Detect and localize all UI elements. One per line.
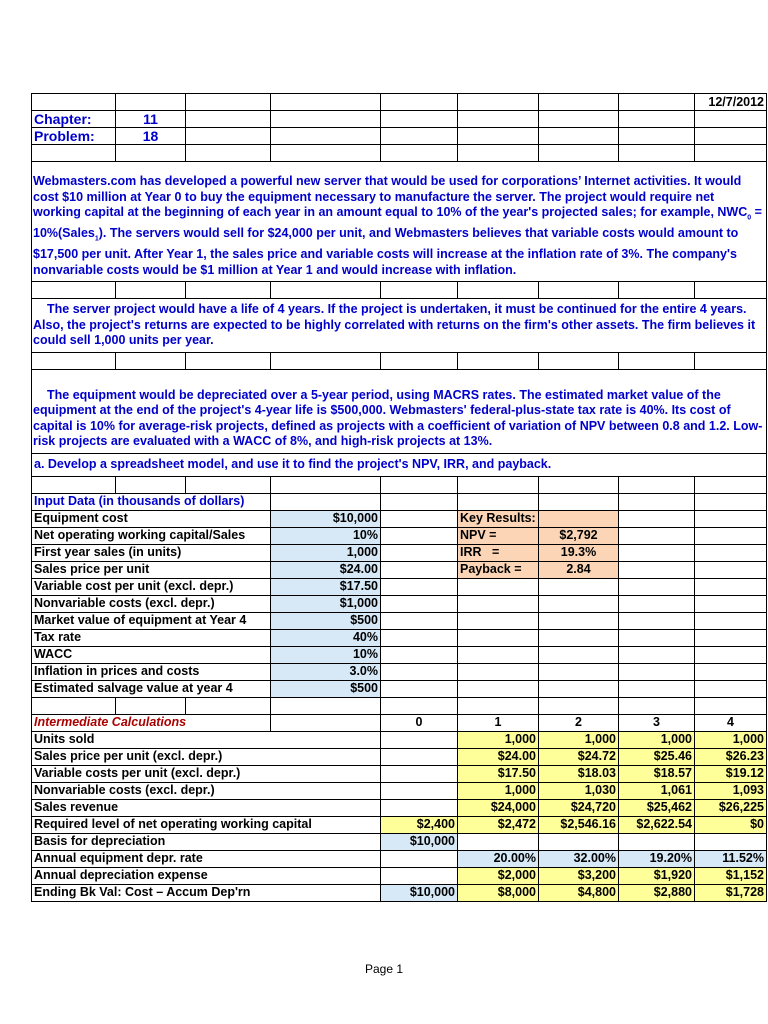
calc-cell[interactable]: 1,030	[539, 782, 619, 799]
calc-cell[interactable]: $2,622.54	[619, 816, 695, 833]
calc-cell[interactable]	[619, 833, 695, 850]
task-a-row	[32, 453, 767, 476]
calc-cell[interactable]	[381, 765, 458, 782]
input-row	[32, 510, 767, 527]
calc-row	[32, 731, 767, 748]
calc-cell[interactable]: $24.00	[458, 748, 539, 765]
calc-label: Units sold	[32, 731, 381, 748]
input-label: Variable cost per unit (excl. depr.)	[32, 578, 271, 595]
problem-label: Problem:	[32, 128, 116, 145]
npv-value[interactable]: $2,792	[539, 527, 619, 544]
calc-cell[interactable]: $1,152	[695, 867, 767, 884]
calc-cell[interactable]: $1,728	[695, 884, 767, 901]
chapter-row	[32, 111, 767, 128]
input-row	[32, 629, 767, 646]
calc-cell[interactable]: 32.00%	[539, 850, 619, 867]
calc-cell[interactable]	[381, 799, 458, 816]
calc-cell[interactable]: $25,462	[619, 799, 695, 816]
calc-cell[interactable]: $1,920	[619, 867, 695, 884]
calc-cell[interactable]: $25.46	[619, 748, 695, 765]
year-header: 4	[695, 714, 767, 731]
input-value[interactable]: 10%	[271, 646, 381, 663]
calc-cell[interactable]: $24,720	[539, 799, 619, 816]
calc-cell[interactable]: $17.50	[458, 765, 539, 782]
input-title-row	[32, 493, 767, 510]
calc-cell[interactable]: $24,000	[458, 799, 539, 816]
calc-cell[interactable]: 11.52%	[695, 850, 767, 867]
calc-cell[interactable]: $4,800	[539, 884, 619, 901]
blank-row	[32, 352, 767, 369]
calc-cell[interactable]: $18.03	[539, 765, 619, 782]
calc-cell[interactable]	[539, 833, 619, 850]
problem-text-3: The equipment would be depreciated over a 5-year period, using MACRS rates. The estimated market value of the equipment at the end of the project's 4-year life is $500,000. Webmasters' federal-plus-state tax rate is 40%. Its cost of capital is 10% for average-risk projects, defined as projects with a coefficient of variation of NPV between 0.8 and 1.2. Low-risk projects are evaluated with a WACC of 8%, and high-risk projects at 13%.	[32, 369, 767, 453]
problem-text-2-row	[32, 299, 767, 353]
year-header: 0	[381, 714, 458, 731]
date-cell[interactable]: 12/7/2012	[695, 94, 767, 111]
problem-row	[32, 128, 767, 145]
calc-cell[interactable]: $2,472	[458, 816, 539, 833]
calc-cell[interactable]: $10,000	[381, 833, 458, 850]
calc-row	[32, 884, 767, 901]
calc-row	[32, 748, 767, 765]
input-row	[32, 680, 767, 697]
input-row	[32, 646, 767, 663]
payback-value[interactable]: 2.84	[539, 561, 619, 578]
page-number: Page 1	[364, 962, 404, 976]
blank-row	[32, 697, 767, 714]
input-label: Estimated salvage value at year 4	[32, 680, 271, 697]
input-label: Tax rate	[32, 629, 271, 646]
calc-label: Variable costs per unit (excl. depr.)	[32, 765, 381, 782]
blank-row	[32, 145, 767, 162]
payback-label: Payback =	[458, 561, 539, 578]
calc-cell[interactable]: $19.12	[695, 765, 767, 782]
calc-row	[32, 816, 767, 833]
input-value[interactable]: 40%	[271, 629, 381, 646]
npv-label: NPV =	[458, 527, 539, 544]
calc-cell[interactable]: $26,225	[695, 799, 767, 816]
calc-cell[interactable]	[381, 782, 458, 799]
input-row	[32, 578, 767, 595]
input-row	[32, 663, 767, 680]
problem-value[interactable]: 18	[116, 128, 186, 145]
input-label: First year sales (in units)	[32, 544, 271, 561]
header-row	[32, 94, 767, 111]
calc-label: Basis for depreciation	[32, 833, 381, 850]
input-row	[32, 561, 767, 578]
input-value[interactable]: $17.50	[271, 578, 381, 595]
year-header: 2	[539, 714, 619, 731]
irr-label: IRR =	[458, 544, 539, 561]
problem-text-1: Webmasters.com has developed a powerful new server that would be used for corporations’ Internet activities. It would cost $10 million at Year 0 to buy the equipment necessary to manufacture the server. The project would require net working capital at the beginning of each year in an amount equal to 10% of the year's projected sales; for example, $NWC_0$ = 10%(Sales$_1$). The servers would sell for $24,000 per unit, and Webmasters believes that variable costs would amount to $17,500 per unit. After Year 1, the sales price and variable costs will increase at the inflation rate of 3%. The company's nonvariable costs would be $1 million at Year 1 and would increase with inflation.	[32, 162, 767, 282]
calc-cell[interactable]: $2,546.16	[539, 816, 619, 833]
calc-cell[interactable]: 1,000	[458, 782, 539, 799]
problem-text-2: The server project would have a life of 4 years. If the project is undertaken, it must be continued for the entire 4 years. Also, the project's returns are expected to be highly correlated with returns on the firm's other assets. The firm believes it could sell 1,000 units per year.	[32, 299, 767, 353]
input-label: Inflation in prices and costs	[32, 663, 271, 680]
calc-cell[interactable]: 1,093	[695, 782, 767, 799]
key-results-title: Key Results:	[458, 510, 539, 527]
calc-cell[interactable]	[381, 748, 458, 765]
calc-row	[32, 850, 767, 867]
calc-cell[interactable]	[695, 833, 767, 850]
calc-cell[interactable]: 19.20%	[619, 850, 695, 867]
calc-cell[interactable]	[381, 850, 458, 867]
input-row	[32, 544, 767, 561]
year-header: 1	[458, 714, 539, 731]
calc-label: Nonvariable costs (excl. depr.)	[32, 782, 381, 799]
calc-label: Ending Bk Val: Cost – Accum Dep'rn	[32, 884, 381, 901]
blank-row	[32, 282, 767, 299]
input-value[interactable]: $1,000	[271, 595, 381, 612]
input-row	[32, 527, 767, 544]
input-label: Equipment cost	[32, 510, 271, 527]
intermediate-header-row	[32, 714, 767, 731]
problem-text-3-row	[32, 369, 767, 453]
calc-cell[interactable]: 1,000	[539, 731, 619, 748]
input-label: Market value of equipment at Year 4	[32, 612, 271, 629]
input-value[interactable]: 3.0%	[271, 663, 381, 680]
calc-label: Annual depreciation expense	[32, 867, 381, 884]
input-label: Net operating working capital/Sales	[32, 527, 271, 544]
calc-row	[32, 799, 767, 816]
calc-cell[interactable]: $2,880	[619, 884, 695, 901]
calc-cell[interactable]: $26.23	[695, 748, 767, 765]
calc-cell[interactable]: $18.57	[619, 765, 695, 782]
input-label: WACC	[32, 646, 271, 663]
calc-cell[interactable]: $2,000	[458, 867, 539, 884]
input-data-title: Input Data (in thousands of dollars)	[32, 493, 271, 510]
calc-cell[interactable]: 1,000	[458, 731, 539, 748]
problem-text-1-row	[32, 162, 767, 282]
input-row	[32, 595, 767, 612]
input-label: Sales price per unit	[32, 561, 271, 578]
calc-label: Sales revenue	[32, 799, 381, 816]
calc-cell[interactable]: $0	[695, 816, 767, 833]
calc-row	[32, 867, 767, 884]
calc-cell[interactable]	[458, 833, 539, 850]
input-value[interactable]: $10,000	[271, 510, 381, 527]
input-row	[32, 612, 767, 629]
calc-row	[32, 782, 767, 799]
calc-row	[32, 833, 767, 850]
calc-cell[interactable]	[381, 867, 458, 884]
input-value[interactable]: $24.00	[271, 561, 381, 578]
task-a: a. Develop a spreadsheet model, and use it to find the project's NPV, IRR, and payback.	[32, 453, 767, 476]
irr-value[interactable]: 19.3%	[539, 544, 619, 561]
chapter-label: Chapter:	[32, 111, 116, 128]
input-label: Nonvariable costs (excl. depr.)	[32, 595, 271, 612]
calc-label: Sales price per unit (excl. depr.)	[32, 748, 381, 765]
calc-cell[interactable]: 1,061	[619, 782, 695, 799]
calc-cell[interactable]: $24.72	[539, 748, 619, 765]
calc-cell[interactable]	[381, 731, 458, 748]
intermediate-title: Intermediate Calculations	[32, 714, 271, 731]
calc-label: Required level of net operating working capital	[32, 816, 381, 833]
input-value[interactable]: 10%	[271, 527, 381, 544]
calc-cell[interactable]: $3,200	[539, 867, 619, 884]
calc-row	[32, 765, 767, 782]
input-value[interactable]: 1,000	[271, 544, 381, 561]
calc-cell[interactable]: 1,000	[619, 731, 695, 748]
calc-cell[interactable]: 1,000	[695, 731, 767, 748]
input-value[interactable]: $500	[271, 612, 381, 629]
calc-cell[interactable]: $8,000	[458, 884, 539, 901]
year-header: 3	[619, 714, 695, 731]
calc-cell[interactable]: 20.00%	[458, 850, 539, 867]
blank-row	[32, 476, 767, 493]
spreadsheet	[31, 93, 767, 902]
calc-cell[interactable]: $10,000	[381, 884, 458, 901]
input-value[interactable]: $500	[271, 680, 381, 697]
calc-cell[interactable]: $2,400	[381, 816, 458, 833]
calc-label: Annual equipment depr. rate	[32, 850, 381, 867]
chapter-value[interactable]: 11	[116, 111, 186, 128]
